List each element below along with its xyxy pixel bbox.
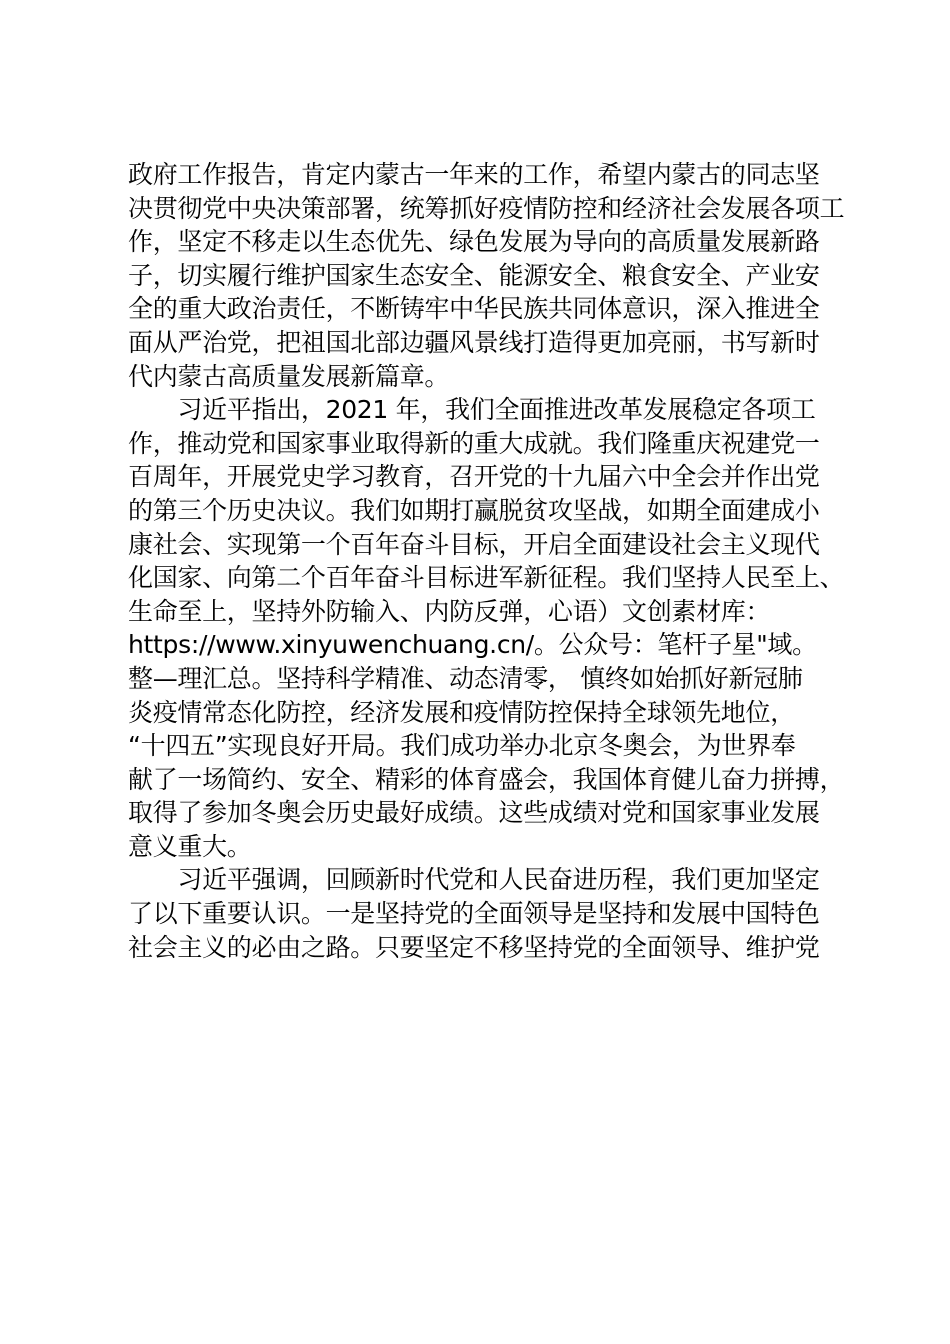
text-line: 献了一场简约、安全、精彩的体育盛会，我国体育健儿奋力拼搏， [128, 764, 845, 794]
text-line: 意义重大。 [128, 831, 252, 861]
text-line: 代内蒙古高质量发展新篇章。 [128, 361, 450, 391]
text-line: 整—理汇总。坚持科学精准、动态清零， 慎终如始抓好新冠肺 [128, 663, 803, 693]
text-line: 作，坚定不移走以生态优先、绿色发展为导向的高质量发展新路 [128, 227, 820, 257]
text-line: 的第三个历史决议。我们如期打赢脱贫攻坚战，如期全面建成小 [128, 495, 820, 525]
text-line: 化国家、向第二个百年奋斗目标进军新征程。我们坚持人民至上、 [128, 563, 845, 593]
text-line: 习近平强调，回顾新时代党和人民奋进历程，我们更加坚定 [128, 865, 820, 895]
text-line: 习近平指出，2021 年，我们全面推进改革发展稳定各项工 [128, 395, 816, 425]
text-line: https://www.xinyuwenchuang.cn/。公众号：笔杆子星"域。 [128, 630, 817, 660]
text-line: 政府工作报告，肯定内蒙古一年来的工作，希望内蒙古的同志坚 [128, 160, 820, 189]
text-line: 生命至上，坚持外防输入、内防反弹，心语）文创素材库： [128, 596, 771, 626]
text-line: 取得了参加冬奥会历史最好成绩。这些成绩对党和国家事业发展 [128, 798, 820, 828]
text-line: 子，切实履行维护国家生态安全、能源安全、粮食安全、产业安 [128, 260, 820, 290]
text-line: 百周年，开展党史学习教育，召开党的十九届六中全会并作出党 [128, 462, 820, 492]
text-line: 全的重大政治责任，不断铸牢中华民族共同体意识，深入推进全 [128, 294, 820, 324]
text-line: 作，推动党和国家事业取得新的重大成就。我们隆重庆祝建党一 [128, 428, 820, 458]
text-line: 康社会、实现第一个百年奋斗目标，开启全面建设社会主义现代 [128, 529, 820, 559]
text-line: “十四五”实现良好开局。我们成功举办北京冬奥会，为世界奉 [128, 731, 796, 761]
text-line: 了以下重要认识。一是坚持党的全面领导是坚持和发展中国特色 [128, 899, 820, 929]
text-line: 炎疫情常态化防控，经济发展和疫情防控保持全球领先地位， [128, 697, 795, 727]
text-line: 社会主义的必由之路。只要坚定不移坚持党的全面领导、维护党 [128, 932, 820, 962]
text-line: 决贯彻党中央决策部署，统筹抓好疫情防控和经济社会发展各项工 [128, 193, 845, 223]
body-text [128, 158, 858, 964]
text-line: 面从严治党，把祖国北部边疆风景线打造得更加亮丽，书写新时 [128, 327, 820, 357]
